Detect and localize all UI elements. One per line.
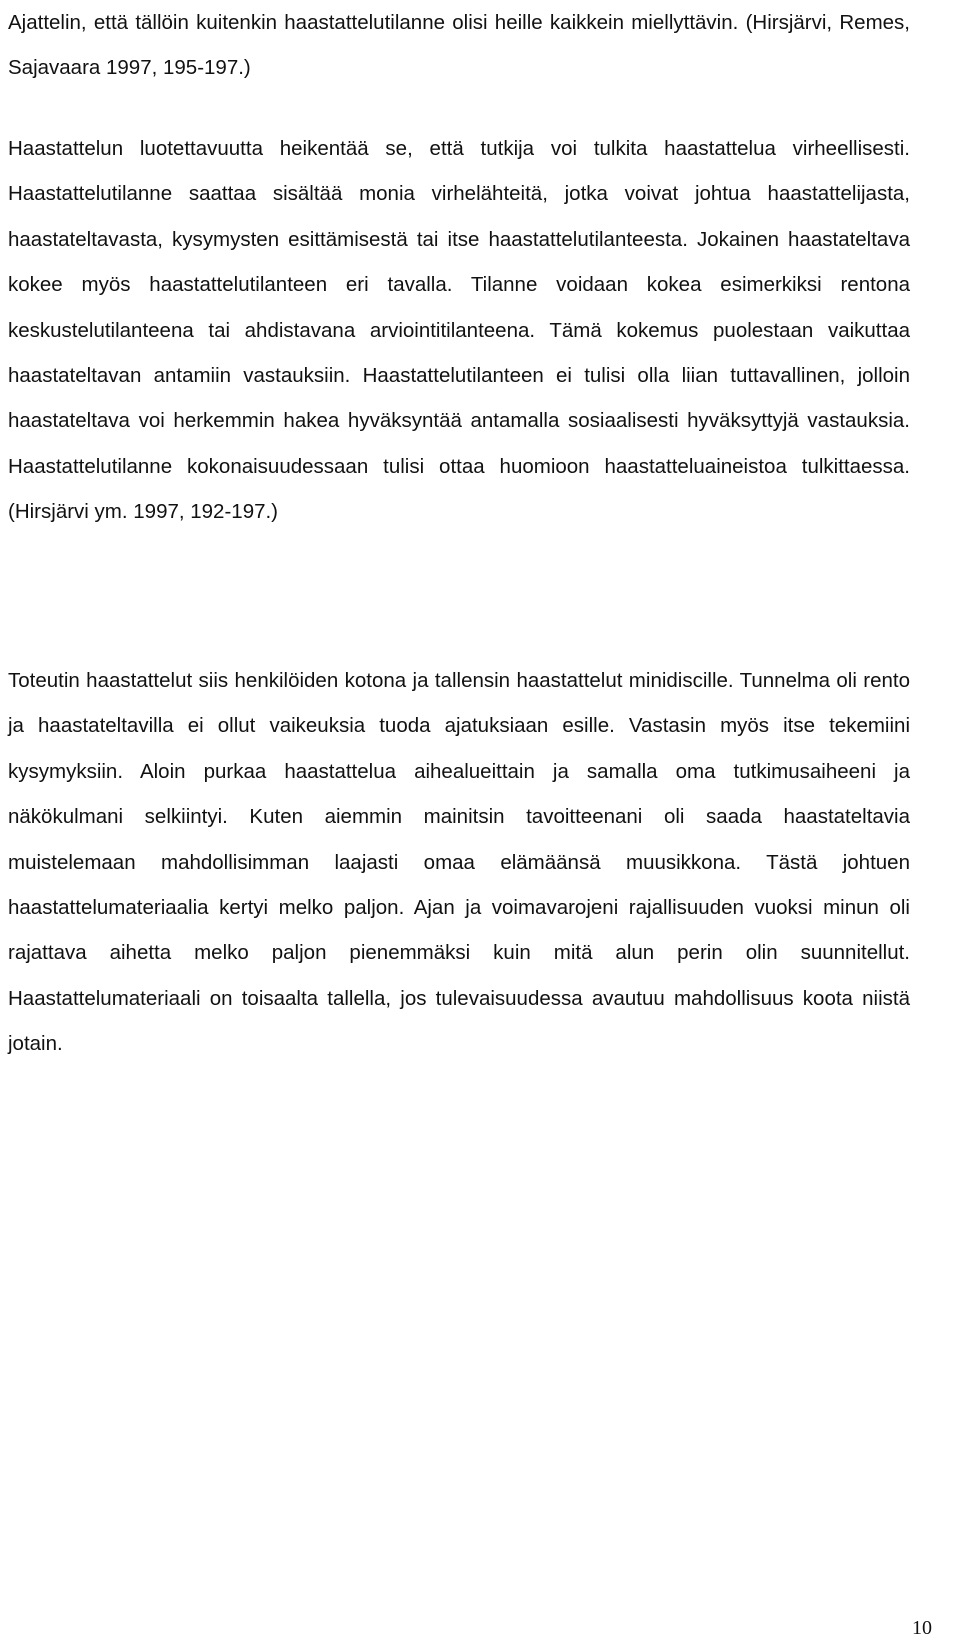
paragraph-3: Toteutin haastattelut siis henkilöiden kotona ja tallensin haastattelut minidiscille. Tunnelma oli rento ja haastateltavilla ei ollut vaikeuksia tuoda ajatuksiaan esille. Vastasin myös itse tekemiini kysymyksiin. Aloin purkaa haastattelua aihealueittain ja samalla oma tutkimusaiheeni ja näkökulmani selkiintyi. Kuten aiemmin mainitsin tavoitteenani oli saada haastateltavia muistelemaan mahdollisimman laajasti omaa elämäänsä muusikkona. Tästä johtuen haastattelumateriaalia kertyi melko paljon. Ajan ja voimavarojeni rajallisuuden vuoksi minun oli rajattava aihetta melko paljon pienemmäksi kuin mitä alun perin olin suunnitellut. Haastattelumateriaali on toisaalta tallella, jos tulevaisuudessa avautuu mahdollisuus koota niistä jotain. — [8, 669, 910, 1056]
paragraph-2: Haastattelun luotettavuutta heikentää se, että tutkija voi tulkita haastattelua virheellisesti. Haastattelutilanne saattaa sisältää monia virhelähteitä, jotka voivat johtua haastattelijasta, haastateltavasta, kysymysten esittämisestä tai itse haastattelutilanteesta. Jokainen haastateltava kokee myös haastattelutilanteen eri tavalla. Tilanne voidaan kokea esimerkiksi rentona keskustelutilanteena tai ahdistavana arviointitilanteena. Tämä kokemus puolestaan vaikuttaa haastateltavan antamiin vastauksiin. Haastattelutilanteen ei tulisi olla liian tuttavallinen, jolloin haastateltava voi herkemmin hakea hyväksyntää antamalla sosiaalisesti hyväksyttyjä vastauksia. Haastattelutilanne kokonaisuudessaan tulisi ottaa huomioon haastatteluaineistoa tulkittaessa. (Hirsjärvi ym. 1997, 192-197.) — [8, 137, 910, 524]
paragraph-1: Ajattelin, että tällöin kuitenkin haastattelutilanne olisi heille kaikkein miellyttävin. (Hirsjärvi, Remes, Sajavaara 1997, 195-197.) — [8, 11, 910, 80]
page-number: 10 — [912, 1617, 932, 1639]
